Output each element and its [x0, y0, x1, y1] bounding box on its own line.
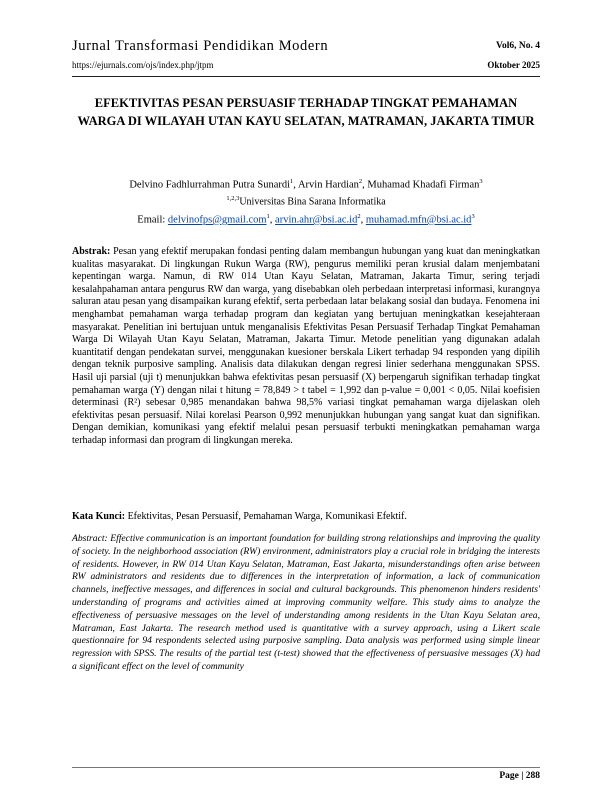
abstract-label: Abstract:	[72, 533, 108, 544]
affiliation-name: Universitas Bina Sarana Informatika	[239, 196, 386, 208]
journal-title: Jurnal Transformasi Pendidikan Modern	[72, 38, 329, 54]
email-link[interactable]: delvinofps@gmail.com	[167, 214, 267, 226]
affiliation-sup: 1,2,3	[226, 195, 240, 202]
footer-divider	[72, 767, 540, 768]
email-link[interactable]: muhamad.mfn@bsi.ac.id	[365, 214, 472, 226]
email-link[interactable]: arvin.ahr@bsi.ac.id	[275, 214, 358, 226]
email-line: Email: delvinofps@gmail.com$^1$, $arvin.ahr@bsi.ac.id^2$, $muhamad.mfn@bsi.ac.id^3$	[137, 213, 475, 226]
email-sup: 1	[266, 213, 270, 220]
email-sup: 2	[357, 213, 361, 220]
author-sup: 3	[479, 178, 483, 185]
abstract-text: Effective communication is an important foundation for building strong relationships and improving the quality of society. In the neighborhood association (RW) environment, administrators play a crucial role in bridging the interests of residents. However, in RW 014 Utan Kayu Selatan, Matraman, East Jakarta, misunderstandings often arise between RW administrators and residents due to differences in the interpretation of information, a lack of communication channels, ineffective messages, and differences in social and cultural backgrounds. This phenomenon hinders residents' understanding of programs and activities aimed at improving community welfare. This study aims to analyze the effectiveness of persuasive messages on the level of understanding among residents in the Utan Kayu Selatan area, Matraman, East Jakarta. The research method used is quantitative with a survey approach, using a Likert scale questionnaire for 94 respondents selected using purposive sampling. Data analysis was performed using simple linear regression with SPSS. The results of the partial test (t-test) showed that the effectiveness of persuasive messages (X) had a significant effect on the level of community	[72, 533, 540, 672]
abstrak-label: Abstrak:	[72, 246, 111, 257]
author-sup: 1	[290, 178, 294, 185]
keywords-label: Kata Kunci:	[72, 511, 126, 522]
author-name: Delvino Fadhlurrahman Putra Sunardi	[129, 179, 291, 191]
abstrak-text: Pesan yang efektif merupakan fondasi penting dalam membangun hubungan yang kuat dan meningkatkan kualitas masyarakat. Di lingkungan Rukun Warga (RW), pengurus memiliki peran krusial dalam menjembatani kepentingan warga. Namun, di RW 014 Utan Kayu Selatan, Matraman, Jakarta Timur, sering terjadi kesalahpahaman antara pengurus RW dan warga, yang disebabkan oleh perbedaan interpretasi informasi, kurangnya saluran atau pesan yang disampaikan kurang efektif, serta perbedaan latar belakang sosial dan budaya. Fenomena ini menghambat pemahaman warga terhadap program dan kegiatan yang bertujuan meningkatkan kesejahteraan masyarakat. Penelitian ini bertujuan untuk menganalisis Efektivitas Pesan Persuasif Terhadap Tingkat Pemahaman Warga Di Wilayah Utan Kayu Selatan, Matraman, Jakarta Timur. Metode penelitian yang digunakan adalah kuantitatif dengan pendekatan survei, menggunakan kuesioner berskala Likert terhadap 94 responden yang dipilih dengan teknik purposive sampling. Analisis data dilakukan dengan regresi linier sederhana menggunakan SPSS. Hasil uji parsial (uji t) menunjukkan bahwa efektivitas pesan persuasif (X) berpengaruh signifikan terhadap tingkat pemahaman warga (Y) dengan nilai t hitung = 78,849 > t tabel = 1,992 dan p-value = 0,001 < 0,05. Nilai koefisien determinasi (R²) sebesar 0,985 menandakan bahwa 98,5% variasi tingkat pemahaman warga dijelaskan oleh efektivitas pesan persuasif. Nilai korelasi Pearson 0,992 menunjukkan hubungan yang sangat kuat dan signifikan. Dengan demikian, komunikasi yang efektif melalui pesan persuasif terbukti meningkatkan pemahaman warga terhadap informasi dan program di lingkungan mereka.	[72, 246, 540, 446]
author-name: Muhamad Khadafi Firman	[367, 179, 480, 191]
volume-issue: Vol6, No. 4	[496, 41, 540, 51]
page-header	[72, 38, 540, 70]
paper-title: EFEKTIVITAS PESAN PERSUASIF TERHADAP TINGKAT PEMAHAMAN WARGA DI WILAYAH UTAN KAYU SELATAN, MATRAMAN, JAKARTA TIMUR	[77, 96, 535, 128]
page-number: Page | 288	[499, 771, 540, 781]
keywords-text: Efektivitas, Pesan Persuasif, Pemahaman Warga, Komunikasi Efektif.	[127, 511, 407, 522]
abstrak-paragraph	[72, 246, 540, 448]
abstract-paragraph	[72, 533, 540, 674]
journal-url[interactable]: https://ejurnals.com/ojs/index.php/jtpm	[72, 60, 214, 70]
header-divider	[72, 76, 540, 77]
keywords	[72, 511, 540, 522]
author-name: Arvin Hardian	[297, 179, 359, 191]
author-list: Delvino Fadhlurrahman Putra Sunardi$^1$, Arvin Hardian$^2$, Muhamad Khadafi Firman$^3$	[129, 178, 483, 191]
email-sup: 3	[471, 213, 475, 220]
email-label: Email:	[137, 214, 166, 226]
affiliation	[72, 195, 540, 207]
issue-date: Oktober 2025	[487, 60, 540, 70]
author-sup: 2	[358, 178, 363, 185]
